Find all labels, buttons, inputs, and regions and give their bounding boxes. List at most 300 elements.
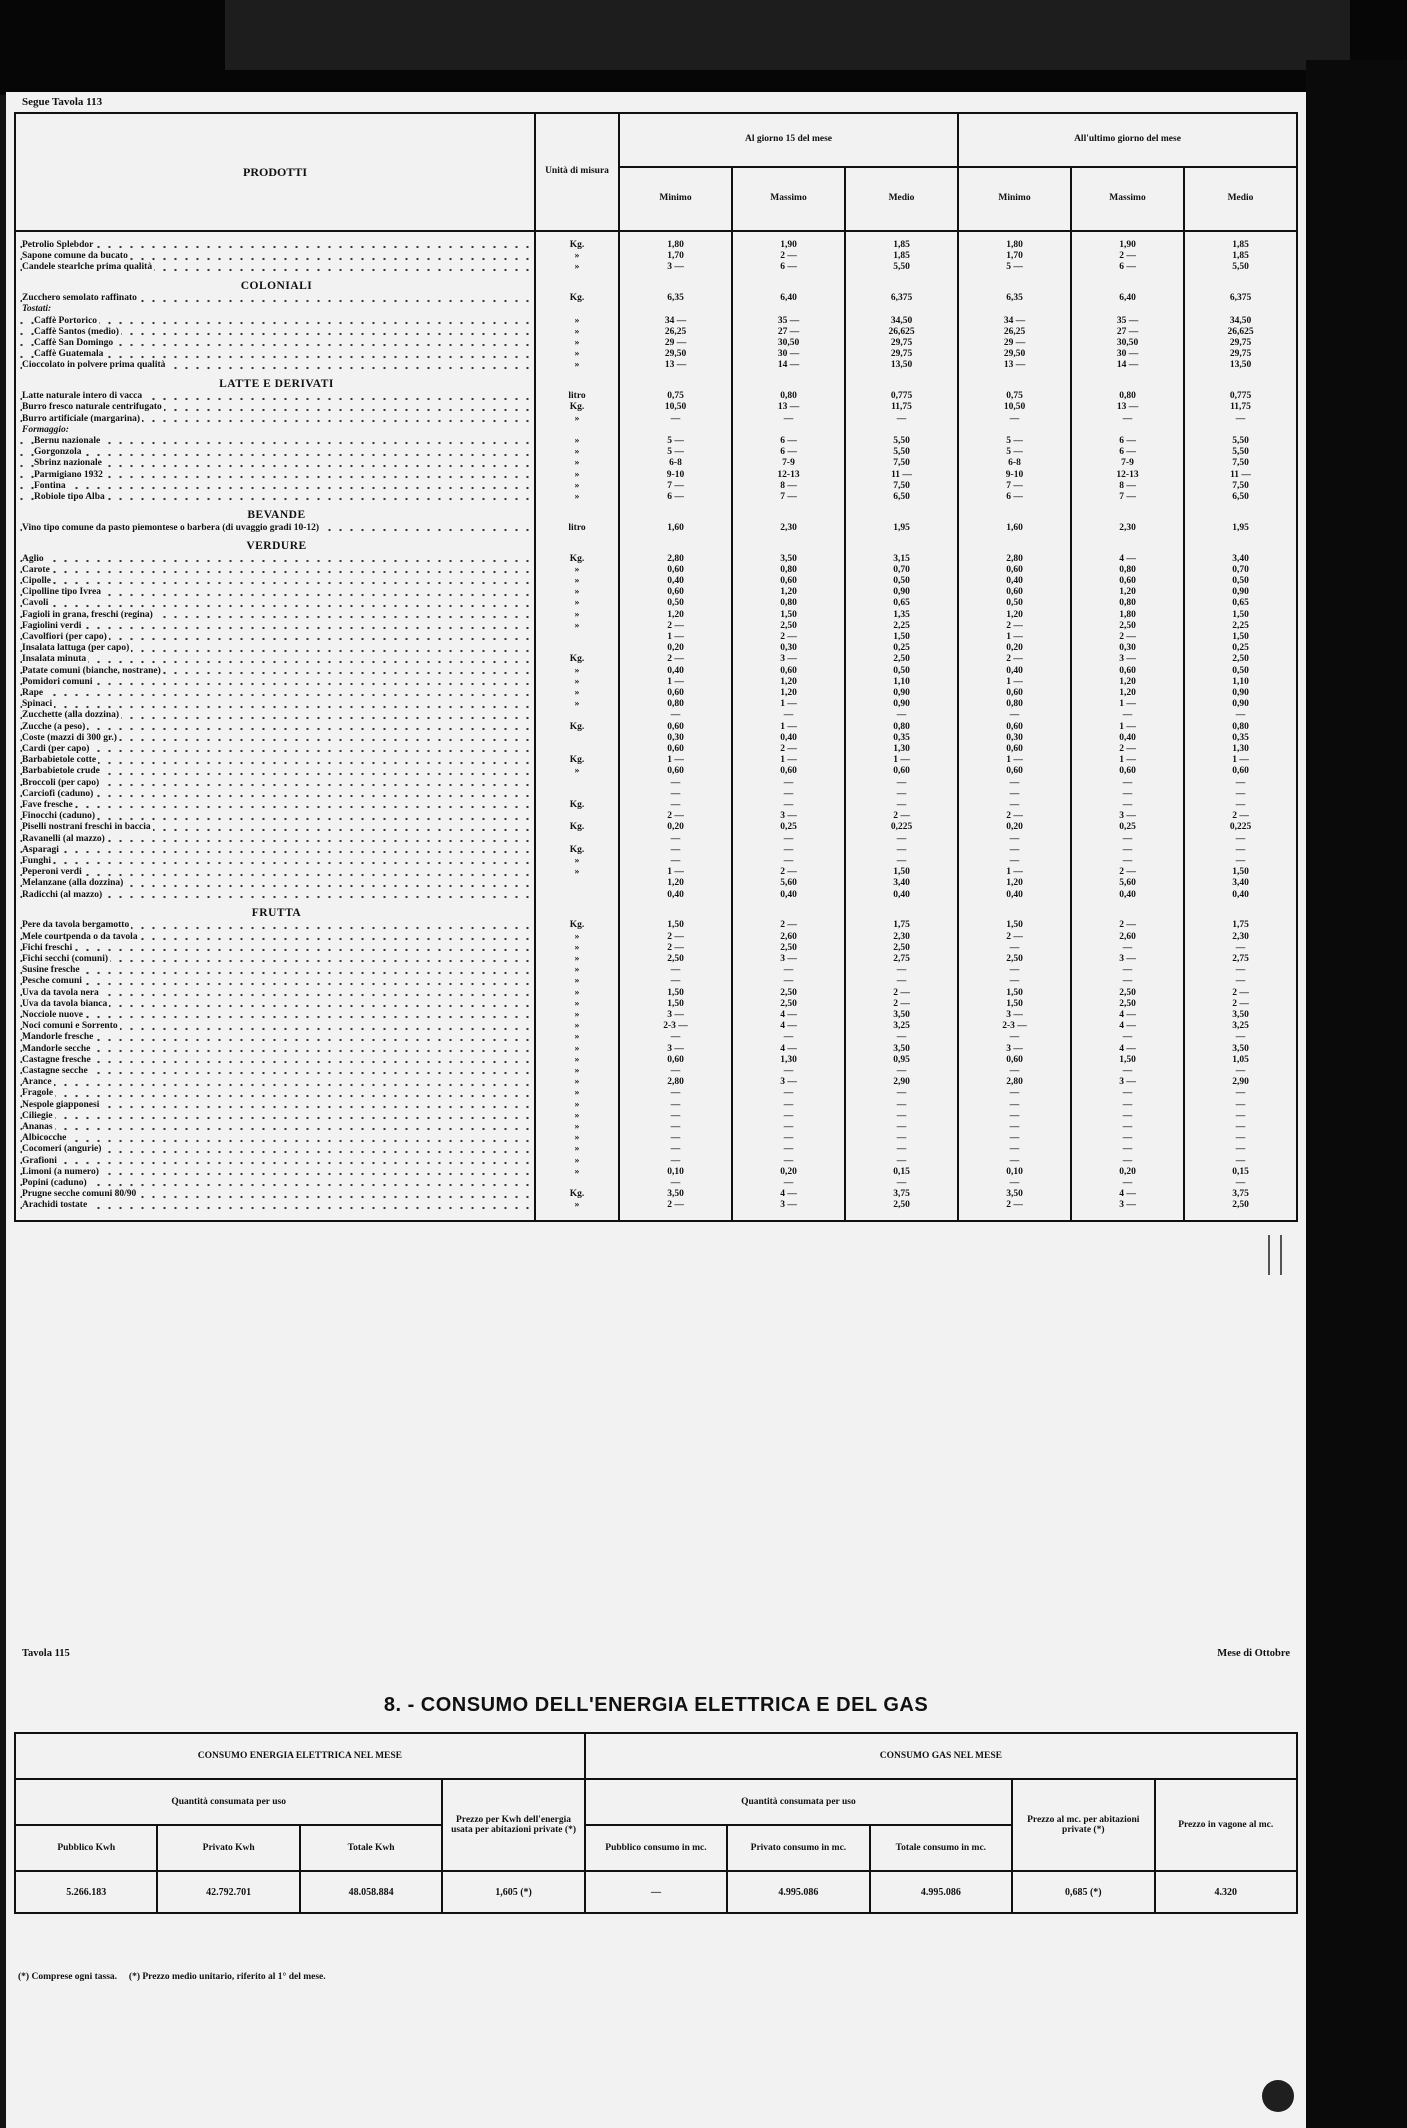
unit-cell: » bbox=[535, 1088, 619, 1099]
value-cell: 0,60 bbox=[619, 766, 732, 777]
unit-cell bbox=[535, 632, 619, 643]
value-cell: 1,20 bbox=[958, 610, 1071, 621]
product-name-text: Zucchette (alla dozzina) bbox=[22, 710, 120, 721]
product-row bbox=[15, 654, 1297, 665]
value-cell: — bbox=[732, 1133, 845, 1144]
product-row bbox=[15, 1156, 1297, 1167]
product-row bbox=[15, 811, 1297, 822]
unit-cell: » bbox=[535, 1077, 619, 1088]
product-row bbox=[15, 699, 1297, 710]
product-name-text: Fragole bbox=[22, 1088, 54, 1099]
product-row bbox=[15, 932, 1297, 943]
value-cell: — bbox=[1071, 976, 1184, 987]
gas-qty-header: Quantità consumata per uso bbox=[585, 1779, 1012, 1825]
unit-cell: » bbox=[535, 1122, 619, 1133]
product-row bbox=[15, 1088, 1297, 1099]
unit-cell: » bbox=[535, 338, 619, 349]
product-name-text: Funghi bbox=[22, 856, 52, 866]
product-name bbox=[15, 391, 535, 402]
value-cell: 0,40 bbox=[619, 666, 732, 677]
product-row bbox=[15, 458, 1297, 469]
value-cell: — bbox=[1184, 1178, 1297, 1189]
value-cell: 2,50 bbox=[732, 999, 845, 1010]
value-cell: — bbox=[845, 1122, 958, 1133]
value-cell: — bbox=[958, 856, 1071, 867]
value-cell: 13 — bbox=[619, 360, 732, 371]
value-cell: 4 — bbox=[732, 1021, 845, 1032]
value-cell: 0,95 bbox=[845, 1055, 958, 1066]
value-cell: 0,40 bbox=[732, 890, 845, 901]
value-cell: 4 — bbox=[1071, 1189, 1184, 1200]
scan-border-top bbox=[0, 0, 1407, 95]
value-cell: 30 — bbox=[732, 349, 845, 360]
product-row bbox=[15, 565, 1297, 576]
value-cell: 5 — bbox=[958, 436, 1071, 447]
value-cell: 7 — bbox=[619, 481, 732, 492]
value-cell: — bbox=[1184, 1066, 1297, 1077]
product-name-text: Grafioni bbox=[22, 1155, 57, 1166]
value-cell: 0,20 bbox=[619, 822, 732, 833]
subheading: Formaggio: bbox=[15, 425, 535, 436]
value-cell: 1,50 bbox=[619, 920, 732, 931]
value-cell: 6,35 bbox=[619, 293, 732, 304]
value-cell bbox=[1184, 372, 1297, 392]
value-cell: 6,35 bbox=[958, 293, 1071, 304]
value-cell: 0,20 bbox=[619, 643, 732, 654]
product-name bbox=[15, 632, 535, 643]
product-name-text: Limoni (a numero) bbox=[22, 1166, 99, 1177]
value-cell: 8 — bbox=[1071, 481, 1184, 492]
product-row bbox=[15, 755, 1297, 766]
value-cell: 0,80 bbox=[732, 598, 845, 609]
product-name-text: Burro artificiale (margarina) bbox=[22, 413, 141, 424]
value-cell: 0,50 bbox=[1184, 666, 1297, 677]
value-cell bbox=[619, 534, 732, 554]
value-cell: 2 — bbox=[845, 999, 958, 1010]
product-row bbox=[15, 610, 1297, 621]
unit-cell: » bbox=[535, 349, 619, 360]
value-cell: — bbox=[1184, 943, 1297, 954]
product-name-text: Ananas bbox=[22, 1122, 53, 1133]
value-cell: 0,80 bbox=[1184, 722, 1297, 733]
value-cell: — bbox=[619, 856, 732, 867]
product-name bbox=[15, 1144, 535, 1155]
unit-cell: » bbox=[535, 458, 619, 469]
value-cell: 6,50 bbox=[845, 492, 958, 503]
value-cell: — bbox=[1184, 834, 1297, 845]
value-cell: 2 — bbox=[732, 632, 845, 643]
product-row bbox=[15, 733, 1297, 744]
val-pub-kwh: 5.266.183 bbox=[15, 1871, 157, 1913]
value-cell: — bbox=[619, 976, 732, 987]
product-name-text: Cardi (per capo) bbox=[22, 743, 90, 754]
val-pub-m3: — bbox=[585, 1871, 727, 1913]
product-name bbox=[15, 1088, 535, 1099]
value-cell: 6,40 bbox=[1071, 293, 1184, 304]
value-cell: — bbox=[1071, 965, 1184, 976]
unit-cell bbox=[535, 304, 619, 315]
product-name bbox=[15, 976, 535, 987]
value-cell: 0,225 bbox=[1184, 822, 1297, 833]
value-cell: — bbox=[845, 1088, 958, 1099]
gas-price-header: Prezzo al mc. per abitazioni private (*) bbox=[1012, 1779, 1154, 1871]
value-cell bbox=[958, 901, 1071, 921]
product-name bbox=[15, 492, 535, 503]
value-cell: — bbox=[845, 845, 958, 856]
product-name bbox=[15, 414, 535, 425]
value-cell: 2 — bbox=[732, 867, 845, 878]
value-cell: 2 — bbox=[619, 621, 732, 632]
value-cell: — bbox=[1071, 1032, 1184, 1043]
value-cell: 2 — bbox=[1184, 811, 1297, 822]
elec-header: CONSUMO ENERGIA ELETTRICA NEL MESE bbox=[15, 1733, 585, 1779]
product-row bbox=[15, 360, 1297, 371]
value-cell: 1,10 bbox=[1184, 677, 1297, 688]
product-row bbox=[15, 954, 1297, 965]
value-cell: 1,50 bbox=[619, 999, 732, 1010]
value-cell: 0,60 bbox=[732, 766, 845, 777]
product-name bbox=[15, 349, 535, 360]
product-name-text: Insalata lattuga (per capo) bbox=[22, 643, 130, 654]
value-cell: — bbox=[958, 965, 1071, 976]
product-row bbox=[15, 349, 1297, 360]
unit-cell: Kg. bbox=[535, 845, 619, 856]
value-cell: 2,25 bbox=[1184, 621, 1297, 632]
value-cell: — bbox=[619, 1133, 732, 1144]
value-cell: 0,90 bbox=[845, 587, 958, 598]
col-max-1: Massimo bbox=[732, 167, 845, 231]
product-row bbox=[15, 822, 1297, 833]
product-name-text: Caffè Guatemala bbox=[34, 349, 104, 360]
product-name bbox=[15, 565, 535, 576]
product-name bbox=[15, 610, 535, 621]
value-cell: — bbox=[619, 800, 732, 811]
value-cell: 1 — bbox=[732, 699, 845, 710]
product-name-text: Latte naturale intero di vacca bbox=[22, 391, 143, 402]
unit-cell: » bbox=[535, 1055, 619, 1066]
product-name bbox=[15, 523, 535, 534]
col-min-1: Minimo bbox=[619, 167, 732, 231]
value-cell: 4 — bbox=[1071, 554, 1184, 565]
product-name bbox=[15, 240, 535, 251]
unit-cell: » bbox=[535, 1133, 619, 1144]
subheading-row bbox=[15, 425, 1297, 436]
product-row bbox=[15, 976, 1297, 987]
value-cell: — bbox=[732, 778, 845, 789]
value-cell: 3,50 bbox=[1184, 1010, 1297, 1021]
unit-cell: » bbox=[535, 327, 619, 338]
value-cell: 1,50 bbox=[845, 867, 958, 878]
value-cell: — bbox=[958, 414, 1071, 425]
value-cell: 11 — bbox=[845, 470, 958, 481]
value-cell: 2,90 bbox=[845, 1077, 958, 1088]
value-cell: — bbox=[732, 965, 845, 976]
value-cell: 0,20 bbox=[958, 643, 1071, 654]
product-row bbox=[15, 391, 1297, 402]
value-cell: 6 — bbox=[732, 447, 845, 458]
value-cell: 4 — bbox=[1071, 1021, 1184, 1032]
value-cell: — bbox=[845, 778, 958, 789]
product-name bbox=[15, 954, 535, 965]
unit-cell bbox=[535, 274, 619, 294]
value-cell: 3,15 bbox=[845, 554, 958, 565]
value-cell bbox=[958, 503, 1071, 523]
unit-cell: Kg. bbox=[535, 240, 619, 251]
product-row bbox=[15, 710, 1297, 721]
value-cell: 1,85 bbox=[1184, 251, 1297, 262]
value-cell: 0,50 bbox=[958, 598, 1071, 609]
value-cell: 2 — bbox=[619, 932, 732, 943]
section-8-title: 8. - CONSUMO DELL'ENERGIA ELETTRICA E DEL GAS bbox=[383, 1694, 929, 1716]
product-row bbox=[15, 878, 1297, 889]
product-name-text: Cipolle bbox=[22, 575, 52, 586]
product-row bbox=[15, 965, 1297, 976]
value-cell: 2,50 bbox=[1071, 988, 1184, 999]
product-name-text: Asparagi bbox=[22, 844, 59, 855]
value-cell bbox=[845, 304, 958, 315]
value-cell: — bbox=[732, 414, 845, 425]
product-row bbox=[15, 402, 1297, 413]
unit-cell: Kg. bbox=[535, 293, 619, 304]
value-cell: 1,90 bbox=[732, 240, 845, 251]
value-cell: — bbox=[1184, 856, 1297, 867]
product-row bbox=[15, 1133, 1297, 1144]
unit-cell: » bbox=[535, 954, 619, 965]
value-cell: 2 — bbox=[1184, 988, 1297, 999]
value-cell: 34 — bbox=[958, 316, 1071, 327]
value-cell: 0,25 bbox=[1071, 822, 1184, 833]
unit-cell: Kg. bbox=[535, 722, 619, 733]
value-cell: — bbox=[1071, 1088, 1184, 1099]
product-name-text: Spinaci bbox=[22, 699, 53, 710]
val-wagon: 4.320 bbox=[1155, 1871, 1298, 1913]
product-name-text: Noci comuni e Sorrento bbox=[22, 1021, 118, 1032]
unit-cell: » bbox=[535, 1010, 619, 1021]
product-name bbox=[15, 1066, 535, 1077]
value-cell: — bbox=[619, 414, 732, 425]
product-name bbox=[15, 699, 535, 710]
value-cell: 3 — bbox=[732, 654, 845, 665]
unit-cell: » bbox=[535, 621, 619, 632]
col-all-ultimo: All'ultimo giorno del mese bbox=[958, 113, 1297, 167]
value-cell bbox=[845, 274, 958, 294]
value-cell: 6,375 bbox=[1184, 293, 1297, 304]
value-cell: 6-8 bbox=[958, 458, 1071, 469]
value-cell: 1,50 bbox=[958, 988, 1071, 999]
unit-cell: » bbox=[535, 932, 619, 943]
product-name-text: Peperoni verdi bbox=[22, 867, 82, 878]
product-row bbox=[15, 621, 1297, 632]
value-cell: — bbox=[958, 1032, 1071, 1043]
product-name-text: Finocchi (caduno) bbox=[22, 811, 96, 822]
value-cell: 29,50 bbox=[958, 349, 1071, 360]
product-name bbox=[15, 1156, 535, 1167]
product-row bbox=[15, 447, 1297, 458]
product-name-text: Petrolio Splebdor bbox=[22, 240, 94, 250]
value-cell bbox=[1184, 274, 1297, 294]
value-cell: 0,35 bbox=[1184, 733, 1297, 744]
product-name bbox=[15, 677, 535, 688]
value-cell: 5,50 bbox=[845, 262, 958, 273]
value-cell: — bbox=[1071, 1156, 1184, 1167]
value-cell: — bbox=[845, 1178, 958, 1189]
value-cell: 3 — bbox=[619, 1010, 732, 1021]
table-reference: Segue Tavola 113 bbox=[22, 96, 103, 108]
value-cell: — bbox=[845, 1032, 958, 1043]
value-cell: — bbox=[1071, 1144, 1184, 1155]
unit-cell: » bbox=[535, 688, 619, 699]
product-row bbox=[15, 576, 1297, 587]
value-cell: 4 — bbox=[1071, 1010, 1184, 1021]
value-cell: 0,10 bbox=[958, 1167, 1071, 1178]
value-cell: 2,75 bbox=[845, 954, 958, 965]
value-cell bbox=[619, 503, 732, 523]
value-cell bbox=[1071, 534, 1184, 554]
value-cell: 30,50 bbox=[1071, 338, 1184, 349]
value-cell: — bbox=[845, 1133, 958, 1144]
product-name-text: Nespole giapponesi bbox=[22, 1099, 100, 1110]
product-name bbox=[15, 965, 535, 976]
value-cell: — bbox=[958, 1178, 1071, 1189]
value-cell: 2 — bbox=[1071, 632, 1184, 643]
value-cell: 10,50 bbox=[619, 402, 732, 413]
value-cell bbox=[958, 534, 1071, 554]
value-cell: 6,40 bbox=[732, 293, 845, 304]
product-name bbox=[15, 778, 535, 789]
product-name bbox=[15, 1044, 535, 1055]
unit-cell: Kg. bbox=[535, 654, 619, 665]
product-name-text: Burro fresco naturale centrifugato bbox=[22, 402, 162, 413]
value-cell: 0,70 bbox=[845, 565, 958, 576]
product-name-text: Barbabietole cotte bbox=[22, 755, 97, 766]
value-cell: 0,225 bbox=[845, 822, 958, 833]
value-cell: 5 — bbox=[619, 447, 732, 458]
value-cell: 0,90 bbox=[845, 688, 958, 699]
value-cell: 1 — bbox=[958, 677, 1071, 688]
value-cell: 0,30 bbox=[958, 733, 1071, 744]
unit-cell bbox=[535, 778, 619, 789]
product-row bbox=[15, 1066, 1297, 1077]
unit-cell bbox=[535, 710, 619, 721]
col-pub-m3: Pubblico consumo in mc. bbox=[585, 1825, 727, 1871]
value-cell: 3,50 bbox=[958, 1189, 1071, 1200]
product-name-text: Castagne secche bbox=[22, 1066, 88, 1077]
product-name bbox=[15, 470, 535, 481]
section-title: LATTE E DERIVATI bbox=[15, 372, 535, 392]
value-cell: — bbox=[958, 1100, 1071, 1111]
section-row bbox=[15, 534, 1297, 554]
value-cell: 1 — bbox=[619, 632, 732, 643]
value-cell: — bbox=[619, 789, 732, 800]
col-min-2: Minimo bbox=[958, 167, 1071, 231]
value-cell: 13 — bbox=[732, 402, 845, 413]
value-cell: 13 — bbox=[1071, 402, 1184, 413]
value-cell: 0,20 bbox=[958, 822, 1071, 833]
product-name-text: Arance bbox=[22, 1077, 52, 1088]
value-cell: — bbox=[732, 710, 845, 721]
unit-cell: » bbox=[535, 988, 619, 999]
unit-cell bbox=[535, 789, 619, 800]
value-cell: 0,80 bbox=[958, 699, 1071, 710]
product-name-text: Sbrinz nazionale bbox=[34, 458, 102, 469]
unit-cell: » bbox=[535, 481, 619, 492]
value-cell: 3 — bbox=[958, 1044, 1071, 1055]
product-row bbox=[15, 1044, 1297, 1055]
value-cell: 7-9 bbox=[732, 458, 845, 469]
unit-cell: Kg. bbox=[535, 755, 619, 766]
product-name bbox=[15, 1200, 535, 1211]
col-unita: Unità di misura bbox=[535, 113, 619, 231]
value-cell: 0,50 bbox=[619, 598, 732, 609]
product-row bbox=[15, 688, 1297, 699]
product-row bbox=[15, 722, 1297, 733]
value-cell: 1,50 bbox=[845, 632, 958, 643]
product-name-text: Mele courtpenda o da tavola bbox=[22, 931, 138, 942]
value-cell: 0,60 bbox=[958, 744, 1071, 755]
value-cell: 2 — bbox=[958, 621, 1071, 632]
unit-cell: » bbox=[535, 1066, 619, 1077]
value-cell: 6 — bbox=[1071, 262, 1184, 273]
value-cell: 2 — bbox=[732, 251, 845, 262]
val-priv-m3: 4.995.086 bbox=[727, 1871, 869, 1913]
value-cell: — bbox=[958, 943, 1071, 954]
product-name-text: Vino tipo comune da pasto piemontese o barbera (di uvaggio gradi 10-12) bbox=[22, 522, 320, 533]
unit-cell: » bbox=[535, 965, 619, 976]
value-cell: 0,75 bbox=[958, 391, 1071, 402]
value-cell: 0,65 bbox=[1184, 598, 1297, 609]
value-cell: 2,50 bbox=[732, 621, 845, 632]
col-priv-kwh: Privato Kwh bbox=[157, 1825, 299, 1871]
value-cell: 7,50 bbox=[1184, 458, 1297, 469]
unit-cell: » bbox=[535, 598, 619, 609]
product-name bbox=[15, 920, 535, 931]
value-cell: 0,60 bbox=[958, 565, 1071, 576]
value-cell: — bbox=[958, 1111, 1071, 1122]
value-cell bbox=[732, 304, 845, 315]
product-row bbox=[15, 262, 1297, 273]
value-cell: 1,50 bbox=[619, 988, 732, 999]
product-name bbox=[15, 789, 535, 800]
unit-cell: litro bbox=[535, 391, 619, 402]
value-cell: 2-3 — bbox=[958, 1021, 1071, 1032]
unit-cell: » bbox=[535, 1156, 619, 1167]
value-cell: 0,25 bbox=[845, 643, 958, 654]
unit-cell bbox=[535, 878, 619, 889]
value-cell: — bbox=[1184, 976, 1297, 987]
value-cell bbox=[845, 534, 958, 554]
value-cell: 3,40 bbox=[845, 878, 958, 889]
value-cell bbox=[1184, 503, 1297, 523]
value-cell: 0,60 bbox=[1071, 766, 1184, 777]
product-name-text: Fichi freschi bbox=[22, 942, 73, 953]
value-cell: 2,50 bbox=[1071, 621, 1184, 632]
value-cell: — bbox=[958, 778, 1071, 789]
value-cell: — bbox=[732, 976, 845, 987]
value-cell: — bbox=[958, 789, 1071, 800]
val-price-m3: 0,685 (*) bbox=[1012, 1871, 1154, 1913]
product-name-text: Coste (mazzi di 300 gr.) bbox=[22, 732, 117, 743]
value-cell: — bbox=[1184, 710, 1297, 721]
value-cell: — bbox=[732, 1111, 845, 1122]
value-cell: — bbox=[732, 856, 845, 867]
product-name bbox=[15, 666, 535, 677]
value-cell: 2,50 bbox=[619, 954, 732, 965]
product-name-text: Piselli nostrani freschi in baccia bbox=[22, 822, 151, 833]
product-row bbox=[15, 1077, 1297, 1088]
product-name bbox=[15, 834, 535, 845]
value-cell: 2,50 bbox=[958, 954, 1071, 965]
footer-month: Mese di Ottobre bbox=[1217, 1648, 1290, 1659]
